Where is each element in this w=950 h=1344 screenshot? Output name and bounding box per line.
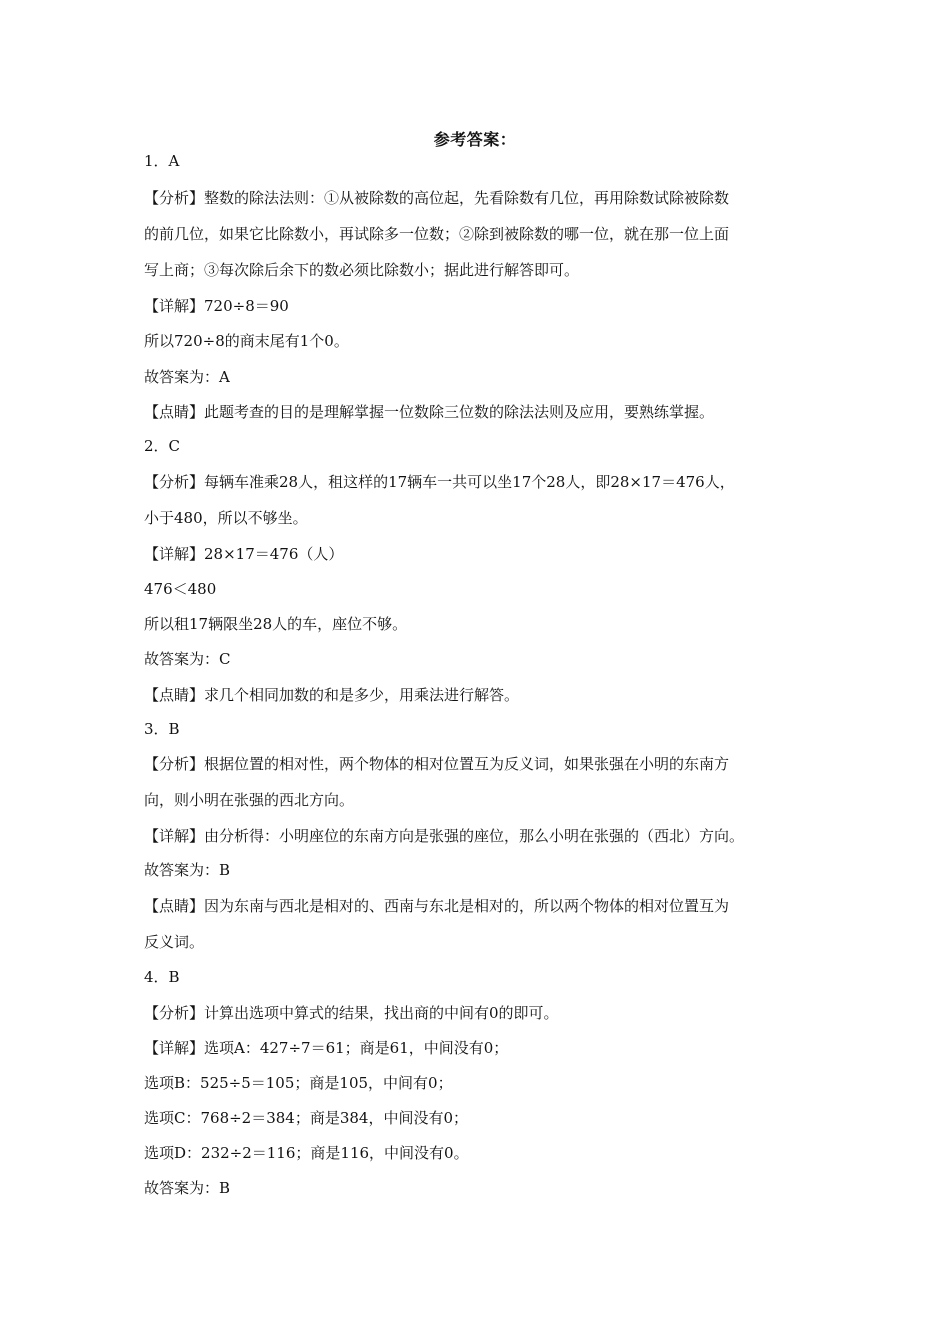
- detail-text: 所以租17辆限坐28人的车，座位不够。: [144, 615, 408, 633]
- detail-text: 选项C：768÷2＝384；商是384，中间没有0；: [144, 1109, 469, 1127]
- analysis-text: 【分析】根据位置的相对性，两个物体的相对位置互为反义词，如果张强在小明的东南方: [144, 755, 730, 773]
- answer-number: 1．A: [144, 152, 180, 170]
- answer-number: 4．B: [144, 968, 180, 986]
- analysis-text: 小于480，所以不够坐。: [144, 509, 308, 527]
- detail-text: 选项B：525÷5＝105；商是105，中间有0；: [144, 1074, 453, 1092]
- comment-text: 【点睛】因为东南与西北是相对的、西南与东北是相对的，所以两个物体的相对位置互为: [144, 897, 730, 915]
- analysis-text: 【分析】整数的除法法则：①从被除数的高位起，先看除数有几位，再用除数试除被除数: [144, 189, 730, 207]
- answer-number: 3．B: [144, 720, 180, 738]
- comment-text: 反义词。: [144, 933, 205, 951]
- comment-text: 【点睛】此题考查的目的是理解掌握一位数除三位数的除法法则及应用，要熟练掌握。: [144, 403, 715, 421]
- analysis-text: 【分析】每辆车准乘28人，租这样的17辆车一共可以坐17个28人，即28×17＝476人，: [144, 473, 735, 491]
- detail-text: 【详解】选项A：427÷7＝61；商是61，中间没有0；: [144, 1039, 509, 1057]
- detail-text: 【详解】由分析得：小明座位的东南方向是张强的座位，那么小明在张强的（西北）方向。: [144, 827, 745, 845]
- page-title: 参考答案：: [433, 130, 517, 149]
- answer-line: 故答案为：B: [144, 1179, 231, 1197]
- detail-text: 选项D：232÷2＝116；商是116，中间没有0。: [144, 1144, 469, 1162]
- detail-text: 所以720÷8的商末尾有1个0。: [144, 332, 349, 350]
- analysis-text: 写上商；③每次除后余下的数必须比除数小；据此进行解答即可。: [144, 261, 580, 279]
- answer-line: 故答案为：C: [144, 650, 231, 668]
- answer-number: 2．C: [144, 437, 181, 455]
- analysis-text: 的前几位，如果它比除数小，再试除多一位数；②除到被除数的哪一位，就在那一位上面: [144, 225, 730, 243]
- analysis-text: 向，则小明在张强的西北方向。: [144, 791, 355, 809]
- detail-text: 【详解】720÷8＝90: [144, 297, 289, 315]
- comment-text: 【点睛】求几个相同加数的和是多少，用乘法进行解答。: [144, 686, 520, 704]
- detail-text: 476＜480: [144, 580, 217, 598]
- analysis-text: 【分析】计算出选项中算式的结果，找出商的中间有0的即可。: [144, 1004, 559, 1022]
- answer-line: 故答案为：B: [144, 861, 231, 879]
- answer-line: 故答案为：A: [144, 368, 230, 386]
- detail-text: 【详解】28×17＝476（人）: [144, 545, 344, 563]
